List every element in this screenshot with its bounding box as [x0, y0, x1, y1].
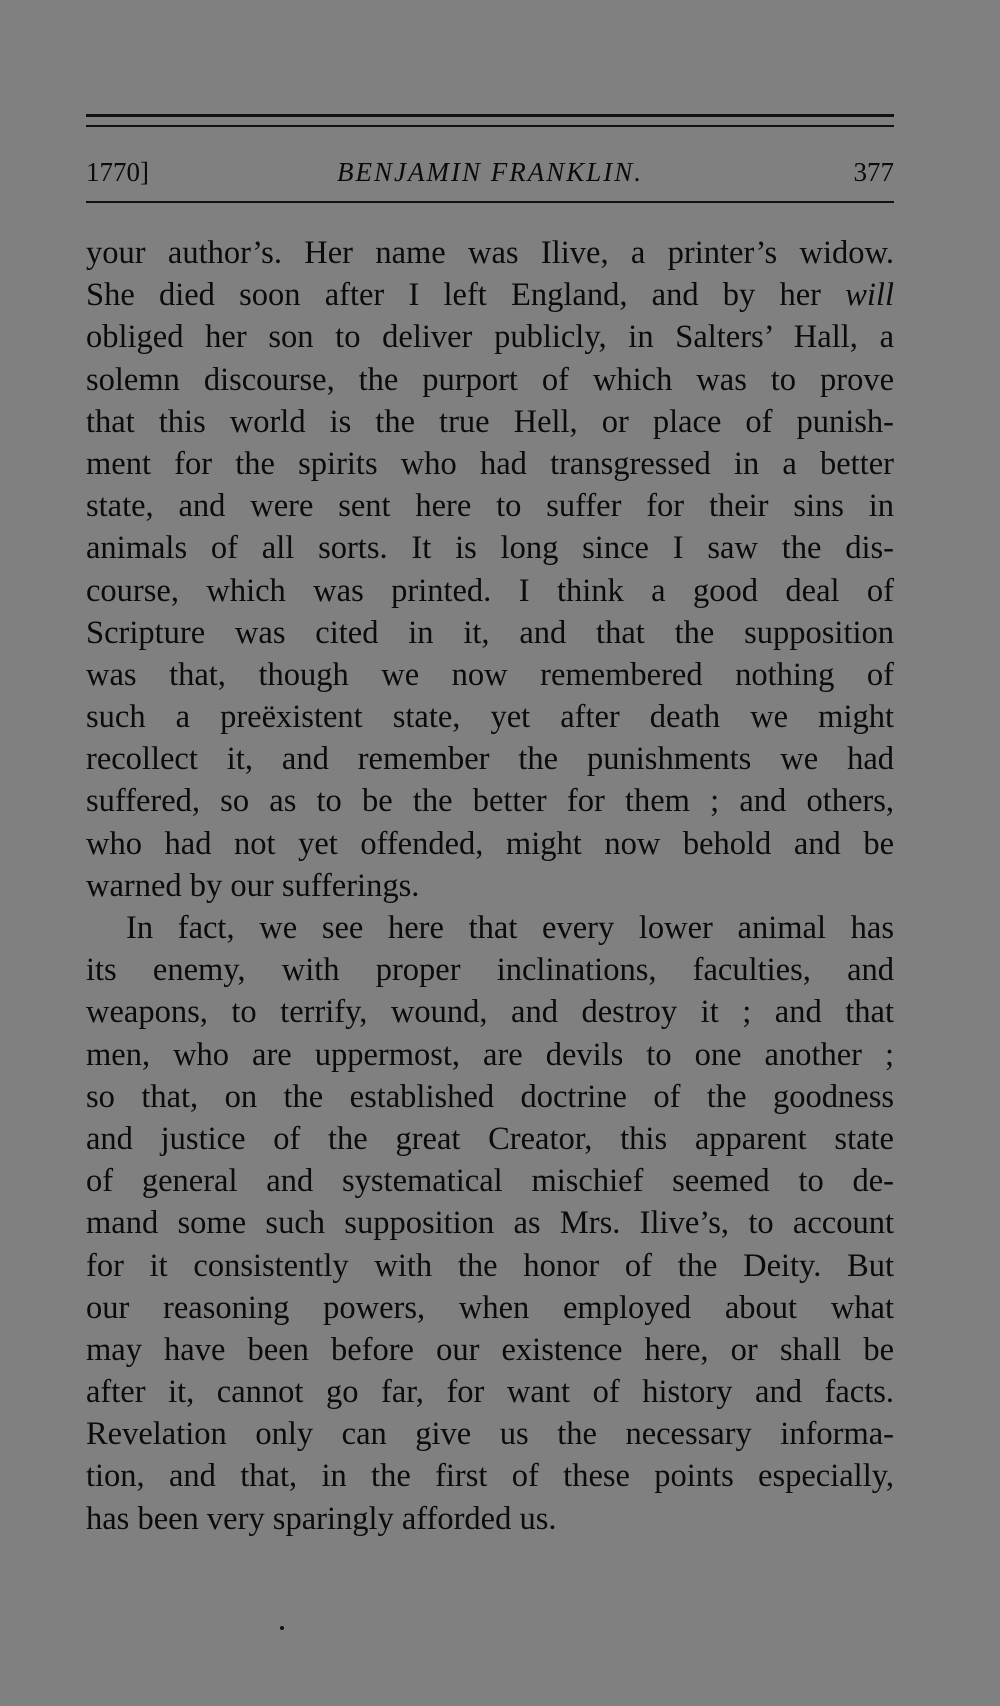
text-line: may have been before our existence here, or shall be	[86, 1331, 894, 1368]
text-line: Scripture was cited in it, and that the supposition	[86, 614, 894, 651]
header-rule-top	[86, 114, 894, 117]
page-number: 377	[853, 157, 894, 187]
text-line: that this world is the true Hell, or place of punish-	[86, 403, 894, 440]
text-line: solemn discourse, the purport of which was to prove	[86, 361, 894, 398]
header-rule-top-thin	[86, 125, 894, 127]
italic-word: will	[845, 277, 894, 314]
paragraph-start-line: In fact, we see here that every lower animal has	[126, 910, 894, 946]
text-line: She died soon after I left England, and by her will	[86, 277, 894, 314]
header-title: BENJAMIN FRANKLIN.	[337, 157, 643, 187]
text-line: for it consistently with the honor of the Deity. But	[86, 1247, 894, 1284]
text-line: Revelation only can give us the necessary informa-	[86, 1416, 894, 1453]
text-line: your author’s. Her name was Ilive, a printer’s widow.	[86, 235, 894, 271]
text-line: state, and were sent here to suffer for their sins in	[86, 488, 894, 525]
text-line: animals of all sorts. It is long since I saw the dis-	[86, 530, 894, 567]
text-line: ment for the spirits who had transgressed in a better	[86, 445, 894, 482]
text-line: weapons, to terrify, wound, and destroy it ; and that	[86, 994, 894, 1031]
page-body	[86, 232, 894, 1540]
header-year: 1770]	[86, 157, 149, 187]
text-line: course, which was printed. I think a good deal of	[86, 572, 894, 609]
text-line: suffered, so as to be the better for them ; and others,	[86, 783, 894, 820]
text-line: and justice of the great Creator, this apparent state	[86, 1120, 894, 1157]
print-speck	[280, 1626, 284, 1630]
text-line: its enemy, with proper inclinations, faculties, and	[86, 952, 894, 989]
running-header	[86, 152, 894, 192]
text-line: has been very sparingly afforded us.	[86, 1500, 557, 1537]
text-line: mand some such supposition as Mrs. Ilive’s, to account	[86, 1205, 894, 1242]
text-line: was that, though we now remembered nothing of	[86, 656, 894, 693]
text-line: men, who are uppermost, are devils to one another ;	[86, 1036, 894, 1073]
header-rule-bottom	[86, 201, 894, 203]
text-line: after it, cannot go far, for want of history and facts.	[86, 1374, 894, 1411]
text-line: so that, on the established doctrine of the goodness	[86, 1078, 894, 1115]
text-line: obliged her son to deliver publicly, in Salters’ Hall, a	[86, 319, 894, 356]
text-line: who had not yet offended, might now behold and be	[86, 825, 894, 862]
text-line: warned by our sufferings.	[86, 867, 420, 904]
text-line: such a preëxistent state, yet after death we might	[86, 699, 894, 736]
text-line: tion, and that, in the first of these points especially,	[86, 1458, 894, 1495]
text-line: of general and systematical mischief seemed to de-	[86, 1163, 894, 1200]
text-line: our reasoning powers, when employed about what	[86, 1289, 894, 1326]
text-line: recollect it, and remember the punishments we had	[86, 741, 894, 778]
